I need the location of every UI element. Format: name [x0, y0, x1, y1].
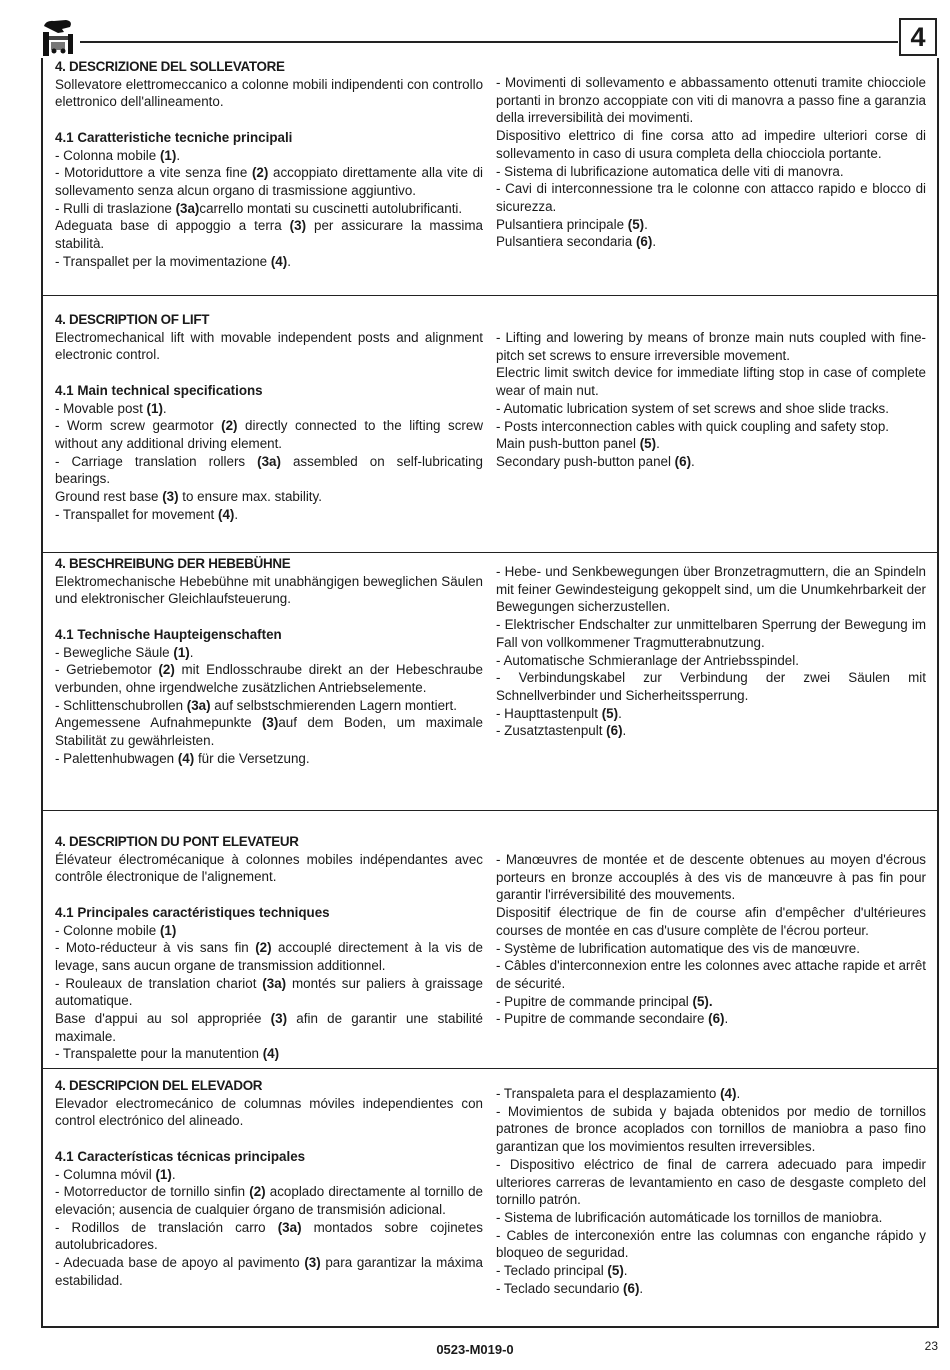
spec-item-text: - Posts interconnection cables with quick coupling and safety stop.	[496, 418, 890, 434]
spec-item-text: carrello montati su cuscinetti autolubrificanti.	[199, 200, 463, 216]
spec-subtitle: 4.1 Caratteristiche tecniche principali	[55, 129, 293, 145]
spec-item-text: - Pupitre de commande secondaire	[496, 1011, 709, 1027]
spec-item-text: - Bewegliche Säule	[55, 644, 174, 660]
component-ref: (5)	[607, 1263, 624, 1279]
component-ref: (6)	[674, 453, 692, 469]
chapter-number: 4	[899, 18, 937, 56]
spec-item	[55, 253, 483, 271]
spec-item-text: - Columna móvil	[55, 1166, 156, 1182]
spec-item	[496, 418, 926, 436]
spec-item-text: Adeguata base di appoggio a terra	[55, 218, 290, 234]
spec-subtitle: 4.1 Technische Haupteigenschaften	[55, 626, 282, 642]
spec-item-text: - Movable post	[55, 400, 147, 416]
spec-item-text: - Schlittenschubrollen	[55, 697, 187, 713]
spec-item-text: - Rodillos de translación carro	[55, 1219, 278, 1235]
spec-item-text: - Pupitre de commande principal	[496, 993, 693, 1009]
spec-item-text: Secondary push-button panel	[496, 453, 675, 469]
spec-item-text: - Transpalette pour la manutention	[55, 1046, 263, 1062]
spec-item	[55, 1254, 483, 1289]
spec-item	[496, 1103, 926, 1156]
spec-item-text: - Câbles d'interconnexion entre les colonnes avec attache rapide et arrêt de sécurité.	[496, 958, 926, 991]
spec-item-text: afin de garantir une stabilité maximale.	[55, 1011, 483, 1044]
spec-item	[55, 714, 483, 749]
spec-item-text: - Worm screw gearmotor	[55, 418, 222, 434]
spec-item-text: - Lifting and lowering by means of bronze main nuts coupled with fine-pitch set screws to ensure irreversible movement.	[496, 330, 926, 363]
spec-item	[496, 722, 926, 740]
spec-item	[496, 400, 926, 418]
spec-item-text: - Elektrischer Endschalter zur unmittelbaren Sperrung der Bewegung im Fall von vollkommener Tragmutterabnutzung.	[496, 617, 926, 650]
spec-item-text: - Système de lubrification automatique des vis de manœuvre.	[496, 940, 860, 956]
spec-item	[496, 233, 926, 251]
component-ref: (6)	[708, 1011, 725, 1027]
spec-item-text: Pulsantiera principale	[496, 216, 628, 232]
component-ref: (4)	[262, 1046, 280, 1062]
spec-item-text: accoppiato direttamente alla vite di sollevamento senza alcun organo di trasmissione aggiuntivo.	[55, 165, 483, 198]
right-column	[496, 329, 926, 471]
component-ref: (3)	[162, 489, 179, 505]
component-ref: (3)	[304, 1255, 321, 1271]
spec-item-text: para garantizar la máxima estabilidad.	[55, 1255, 483, 1288]
component-ref: (1)	[159, 147, 177, 163]
header-rule	[80, 41, 898, 43]
spec-item	[496, 652, 926, 670]
right-column	[496, 851, 926, 1028]
spec-item-text: Angemessene Aufnahmepunkte	[55, 715, 262, 731]
spec-item-text: auf dem Boden, um maximale Stabilität zu gewährleisten.	[55, 715, 483, 749]
spec-item	[55, 1183, 483, 1218]
spec-item-text: - Colonne mobile	[55, 922, 160, 938]
spec-item	[496, 435, 926, 453]
spec-item-text: directly connected to the lifting screw without any additional driving element.	[55, 418, 483, 451]
spec-item-text: Pulsantiera secondaria	[496, 234, 636, 250]
spec-item	[496, 453, 926, 471]
spec-item-text: - Teclado principal	[496, 1263, 608, 1279]
section-divider	[43, 1068, 937, 1069]
spec-item	[496, 940, 926, 958]
spec-item-text: acoplado directamente al tornillo de elevación; ausencia de cualquier órgano de transmisión adicional.	[55, 1184, 483, 1217]
component-ref: (2)	[249, 1184, 266, 1200]
spec-item	[55, 1010, 483, 1045]
spec-item-text: - Colonna mobile	[55, 147, 160, 163]
component-ref: (6)	[623, 1280, 640, 1296]
spec-item	[55, 164, 483, 199]
spec-item	[496, 957, 926, 992]
right-column	[496, 74, 926, 251]
component-ref: (2)	[251, 165, 269, 181]
spec-item-text: - Hebe- und Senkbewegungen über Bronzetragmuttern, die an Spindeln mit feiner Gewindesteigung gekoppelt sind, um die Unumkehrbarkeit der Bewegungen sicherzustellen.	[496, 564, 926, 615]
spec-item-text: montados sobre cojinetes autolubricadores.	[55, 1219, 483, 1253]
component-ref: (3a)	[186, 697, 211, 713]
spec-item	[496, 1209, 926, 1227]
spec-item	[496, 127, 926, 162]
spec-item	[55, 1166, 483, 1184]
lift-logo-icon	[40, 18, 78, 58]
spec-item-text: .	[639, 1280, 644, 1296]
component-ref: (1)	[146, 400, 163, 416]
spec-item	[496, 1156, 926, 1209]
left-column	[55, 555, 483, 767]
spec-item-text: - Transpallet per la movimentazione	[55, 253, 271, 269]
spec-item-text: - Motoriduttore a vite senza fine	[55, 165, 252, 181]
spec-item-text: Ground rest base	[55, 489, 163, 505]
spec-item-text: Electric limit switch device for immediate lifting stop in case of complete wear of main nut.	[496, 365, 926, 399]
spec-item-text: accouplé directement à la vis de levage, sans aucun organe de transmission additionnel.	[55, 940, 483, 973]
component-ref: (5)	[639, 436, 657, 452]
spec-item	[496, 616, 926, 651]
right-column	[496, 1085, 926, 1297]
component-ref: (3a)	[262, 975, 287, 991]
spec-item	[496, 851, 926, 904]
spec-item	[496, 1085, 926, 1103]
spec-item	[496, 563, 926, 616]
content-frame	[41, 58, 939, 1328]
section-intro: Sollevatore elettromeccanico a colonne mobili indipendenti con controllo elettronico dell'allineamento.	[55, 76, 484, 110]
spec-item	[496, 1227, 926, 1262]
spec-item-text: - Haupttastenpult	[496, 705, 602, 721]
spec-item-text: per assicurare la massima stabilità.	[55, 218, 483, 252]
section-divider	[43, 810, 937, 811]
spec-item-text: - Transpallet for movement	[55, 506, 218, 522]
spec-item	[55, 1219, 483, 1254]
spec-item-text: .	[644, 216, 648, 232]
component-ref: (6)	[606, 723, 623, 739]
spec-item	[55, 417, 483, 452]
spec-item	[55, 939, 483, 974]
component-ref: (4)	[177, 750, 195, 766]
component-ref: (3)	[270, 1011, 288, 1027]
spec-item	[496, 364, 926, 399]
spec-item-text: - Rulli di traslazione	[55, 200, 176, 216]
spec-item	[496, 74, 926, 127]
spec-item-text: .	[622, 723, 627, 739]
left-column	[55, 58, 483, 270]
section-intro: Elektromechanische Hebebühne mit unabhängigen beweglichen Säulen und elektronischer Gleichlaufsteuerung.	[55, 573, 483, 607]
component-ref: (3a)	[277, 1219, 302, 1235]
spec-item	[496, 329, 926, 364]
component-ref: (2)	[221, 418, 238, 434]
spec-item	[496, 180, 926, 215]
spec-item-text: - Manœuvres de montée et de descente obtenues au moyen d'écrous porteurs en bronze accouplés à des vis de manœuvre à pas fin pour garantir l'irréversibilité des mouvements.	[496, 852, 926, 903]
component-ref: (3a)	[175, 200, 200, 216]
spec-item-text: .	[234, 506, 239, 522]
component-ref: (1)	[159, 922, 177, 938]
spec-item-text: - Getriebemotor	[55, 662, 159, 678]
section-title: 4. DESCRIPCION DEL ELEVADOR	[55, 1078, 263, 1093]
spec-item-text: Base d'appui au sol appropriée	[55, 1011, 271, 1027]
component-ref: (3a)	[257, 453, 281, 469]
spec-item-text: - Transpaleta para el desplazamiento	[496, 1086, 721, 1101]
spec-item-text: - Dispositivo eléctrico de final de carrera adecuado para impedir ulteriores carreras de levantamiento en caso de desgaste completo del tornillo patrón.	[496, 1156, 926, 1208]
spec-item	[55, 506, 483, 524]
component-ref: (5)	[601, 705, 619, 721]
spec-item	[55, 644, 483, 662]
section-divider	[43, 552, 937, 553]
spec-item-text: - Movimientos de subida y bajada obtenidos por medio de tornillos patrones de bronce acoplados con tornillos de maniobra a paso fino garantizan que los movimientos resulten irreversibles.	[496, 1103, 926, 1155]
spec-item-text: - Adecuada base de apoyo al pavimento	[55, 1255, 305, 1271]
component-ref: (5).	[692, 993, 713, 1009]
spec-item-text: Dispositif électrique de fin de course afin d'empêcher d'ultérieures courses de montée en cas d'usure complète de l'écrou porteur.	[496, 905, 926, 938]
spec-item-text: - Verbindungskabel zur Verbindung der zwei Säulen mit Schnellverbinder und Sicherheitssperrung.	[496, 670, 926, 703]
spec-item-text: für die Versetzung.	[194, 750, 310, 766]
spec-item-text: .	[618, 705, 622, 721]
component-ref: (2)	[158, 662, 175, 678]
component-ref: (3)	[289, 218, 307, 234]
spec-item	[496, 216, 926, 234]
right-column	[496, 563, 926, 740]
spec-item	[55, 697, 483, 715]
component-ref: (5)	[627, 216, 645, 232]
spec-item-text: Dispositivo elettrico di fine corsa atto ad impedire ulteriori corse di sollevamento in caso di usura completa della chiocciola portante.	[496, 128, 926, 161]
spec-item	[496, 993, 926, 1011]
component-ref: (6)	[635, 234, 653, 250]
spec-item	[496, 904, 926, 939]
spec-item	[55, 975, 483, 1010]
spec-item-text: .	[724, 1011, 729, 1027]
section-title: 4. DESCRIPTION OF LIFT	[55, 312, 210, 327]
spec-item-text: - Zusatztastenpult	[496, 723, 607, 739]
spec-item-text: montés sur paliers à graissage automatique.	[55, 975, 483, 1009]
spec-item-text: - Automatische Schmieranlage der Antriebsspindel.	[496, 652, 799, 668]
component-ref: (3)	[261, 715, 279, 731]
spec-item-text: - Carriage translation rollers	[55, 453, 258, 469]
section-divider	[43, 295, 937, 296]
spec-item	[55, 217, 483, 252]
left-column	[55, 833, 483, 1063]
section-title: 4. DESCRIZIONE DEL SOLLEVATORE	[55, 59, 285, 74]
spec-item-text: .	[189, 644, 194, 660]
spec-item-text: - Automatic lubrication system of set screws and shoe slide tracks.	[496, 400, 889, 416]
spec-item	[496, 705, 926, 723]
section-intro: Elevador electromecánico de columnas móviles independientes con control electrónico del alineado.	[55, 1095, 483, 1129]
section-title: 4. DESCRIPTION DU PONT ELEVATEUR	[55, 834, 299, 849]
page-number: 23	[924, 1339, 938, 1353]
spec-item	[496, 1262, 926, 1280]
spec-item-text: .	[176, 147, 181, 163]
spec-item-text: - Teclado secundario	[496, 1280, 624, 1296]
spec-item-text: .	[287, 253, 291, 269]
component-ref: (1)	[155, 1166, 172, 1182]
spec-item-text: mit Endlosschraube direkt an der Hebeschraube verbunden, ohne irgendwelche zusätzlichen Antriebselemente.	[55, 662, 483, 695]
section-intro: Élévateur électromécanique à colonnes mobiles indépendantes avec contrôle électronique de l'alignement.	[55, 851, 483, 885]
spec-item-text: .	[623, 1263, 628, 1279]
document-code: 0523-M019-0	[436, 1342, 514, 1357]
component-ref: (4)	[270, 253, 288, 269]
spec-item-text: - Rouleaux de translation chariot	[55, 975, 263, 991]
spec-item	[55, 488, 483, 506]
spec-item	[55, 661, 483, 696]
spec-item-text: .	[652, 234, 657, 250]
spec-item	[55, 200, 483, 218]
spec-item	[55, 1045, 483, 1063]
spec-item-text: .	[691, 453, 695, 469]
spec-item-text: Main push-button panel	[496, 436, 640, 452]
spec-item-text: to ensure max. stability.	[178, 489, 322, 505]
section-title: 4. BESCHREIBUNG DER HEBEBÜHNE	[55, 556, 291, 571]
spec-item	[496, 163, 926, 181]
component-ref: (4)	[217, 506, 235, 522]
spec-item-text: - Palettenhubwagen	[55, 750, 178, 766]
component-ref: (1)	[173, 644, 190, 660]
spec-item-text: - Cavi di interconnessione tra le colonne con attacco rapido e blocco di sicurezza.	[496, 181, 926, 214]
spec-item-text: .	[162, 400, 167, 416]
spec-item-text: auf selbstschmierenden Lagern montiert.	[210, 697, 457, 713]
spec-item	[55, 922, 483, 940]
spec-item-text: .	[171, 1166, 176, 1182]
spec-item-text: assembled on self-lubricating bearings.	[55, 453, 483, 487]
spec-item-text: .	[656, 436, 660, 452]
spec-item-text: - Moto-réducteur à vis sans fin	[55, 940, 256, 956]
spec-item	[496, 1280, 926, 1298]
spec-subtitle: 4.1 Características técnicas principales	[55, 1148, 306, 1164]
spec-item-text: - Sistema de lubrificación automáticade los tornillos de maniobra.	[496, 1209, 883, 1225]
section-intro: Electromechanical lift with movable independent posts and alignment electronic control.	[55, 329, 483, 363]
left-column	[55, 1077, 483, 1289]
spec-item	[55, 453, 483, 488]
spec-item	[55, 750, 483, 768]
spec-item-text: .	[736, 1086, 741, 1101]
spec-subtitle: 4.1 Main technical specifications	[55, 382, 263, 398]
spec-item	[55, 147, 483, 165]
spec-subtitle: 4.1 Principales caractéristiques techniques	[55, 904, 330, 920]
spec-item	[496, 669, 926, 704]
spec-item-text: - Movimenti di sollevamento e abbassamento ottenuti tramite chiocciole portanti in bronzo accoppiate con viti di manovra a passo fine a garanzia della irreversibilità dei movimenti.	[496, 75, 926, 126]
component-ref: (2)	[255, 940, 272, 956]
component-ref: (4)	[720, 1086, 737, 1101]
spec-item-text: - Motorreductor de tornillo sinfin	[55, 1184, 250, 1200]
spec-item	[496, 1010, 926, 1028]
spec-item-text: - Cables de interconexión entre las columnas con enganche rápido y bloqueo de seguridad.	[496, 1227, 926, 1261]
spec-item-text: - Sistema di lubrificazione automatica delle viti di manovra.	[496, 163, 844, 179]
spec-item	[55, 400, 483, 418]
left-column	[55, 311, 483, 523]
